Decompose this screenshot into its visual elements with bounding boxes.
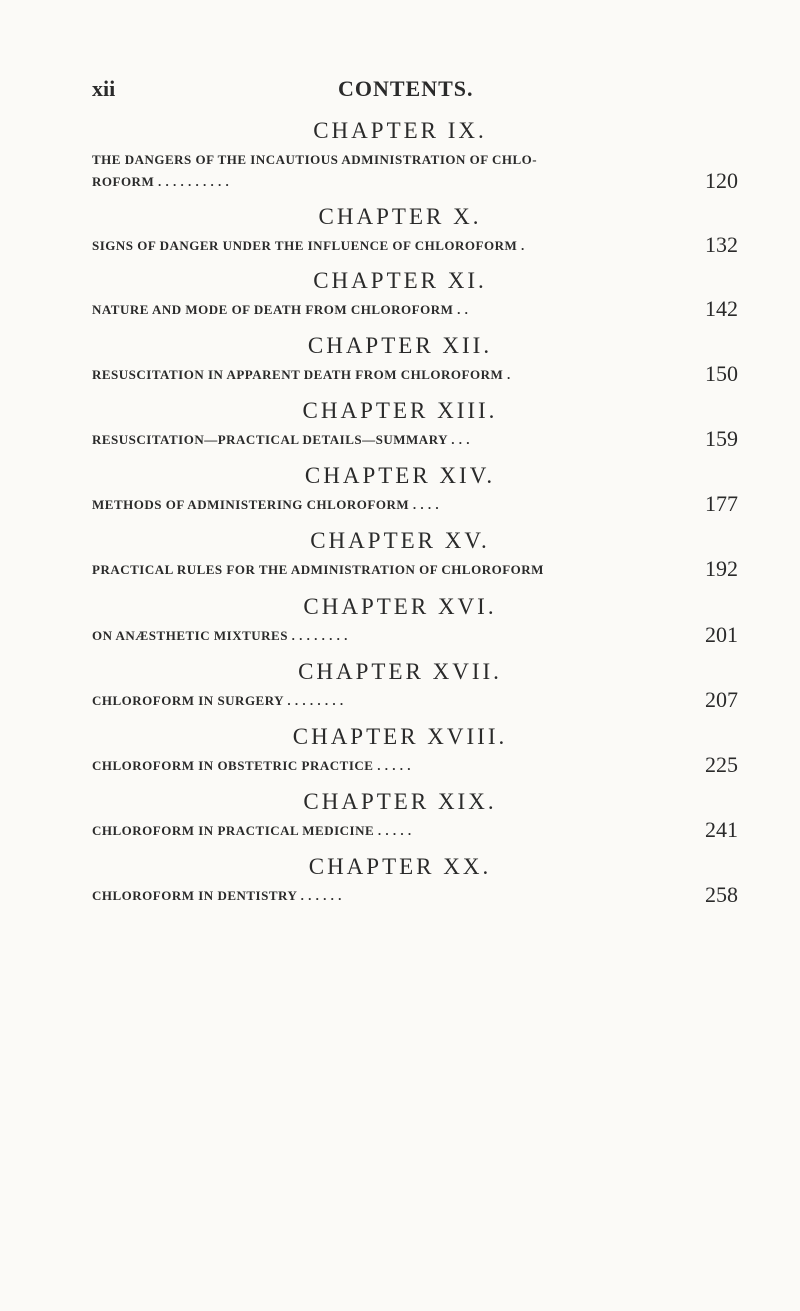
chapter-page-number: 192 [705,556,738,581]
chapter-entry-line: THE DANGERS OF THE INCAUTIOUS ADMINISTRATION OF CHLO- [92,152,538,167]
chapter-heading: CHAPTER XVI. [303,594,497,619]
chapter-heading: CHAPTER XII. [307,333,493,358]
chapter-page-number: 201 [705,622,738,647]
chapter-entry-line: CHLOROFORM IN PRACTICAL MEDICINE . . . . . [92,823,412,838]
chapter-page-number: 241 [705,817,738,842]
chapter-entry-line: METHODS OF ADMINISTERING CHLOROFORM . . . . [92,497,440,512]
chapter-heading: CHAPTER XI. [313,268,487,293]
chapter-entry-line: PRACTICAL RULES FOR THE ADMINISTRATION OF CHLOROFORM [92,562,544,577]
running-title: CONTENTS. [338,76,474,101]
chapter-entry-line: ROFORM . . . . . . . . . . [92,174,230,189]
chapter-heading: CHAPTER X. [318,204,482,229]
chapter-page-number: 142 [705,296,738,321]
chapter-heading: CHAPTER XV. [310,528,490,553]
chapter-page-number: 150 [705,361,738,386]
page-number: xii [92,76,116,101]
chapter-page-number: 207 [705,687,738,712]
chapter-entry-line: RESUSCITATION—PRACTICAL DETAILS—SUMMARY . . . [92,432,471,447]
chapter-heading: CHAPTER XIV. [304,463,496,488]
chapter-heading: CHAPTER XVII. [298,659,502,684]
chapter-heading: CHAPTER XIII. [302,398,498,423]
chapter-entry-line: NATURE AND MODE OF DEATH FROM CHLOROFORM . . [92,302,469,317]
chapter-entry-line: CHLOROFORM IN DENTISTRY . . . . . . [92,888,342,903]
chapter-page-number: 120 [705,168,738,193]
chapter-entry-line: CHLOROFORM IN SURGERY . . . . . . . . [92,693,344,708]
chapter-heading: CHAPTER XVIII. [292,724,508,749]
chapter-page-number: 132 [705,232,738,257]
chapter-entry-line: RESUSCITATION IN APPARENT DEATH FROM CHLOROFORM . [92,367,511,382]
chapter-heading: CHAPTER XIX. [303,789,497,814]
chapter-page-number: 225 [705,752,738,777]
chapter-entry-line: CHLOROFORM IN OBSTETRIC PRACTICE . . . . . [92,758,411,773]
chapter-entry-line: SIGNS OF DANGER UNDER THE INFLUENCE OF CHLOROFORM . [92,238,525,253]
chapter-heading: CHAPTER IX. [313,118,487,143]
chapter-page-number: 258 [705,882,738,907]
chapter-page-number: 177 [705,491,738,516]
chapter-page-number: 159 [705,426,738,451]
chapter-heading: CHAPTER XX. [308,854,492,879]
chapter-entry-line: ON ANÆSTHETIC MIXTURES . . . . . . . . [92,628,348,643]
